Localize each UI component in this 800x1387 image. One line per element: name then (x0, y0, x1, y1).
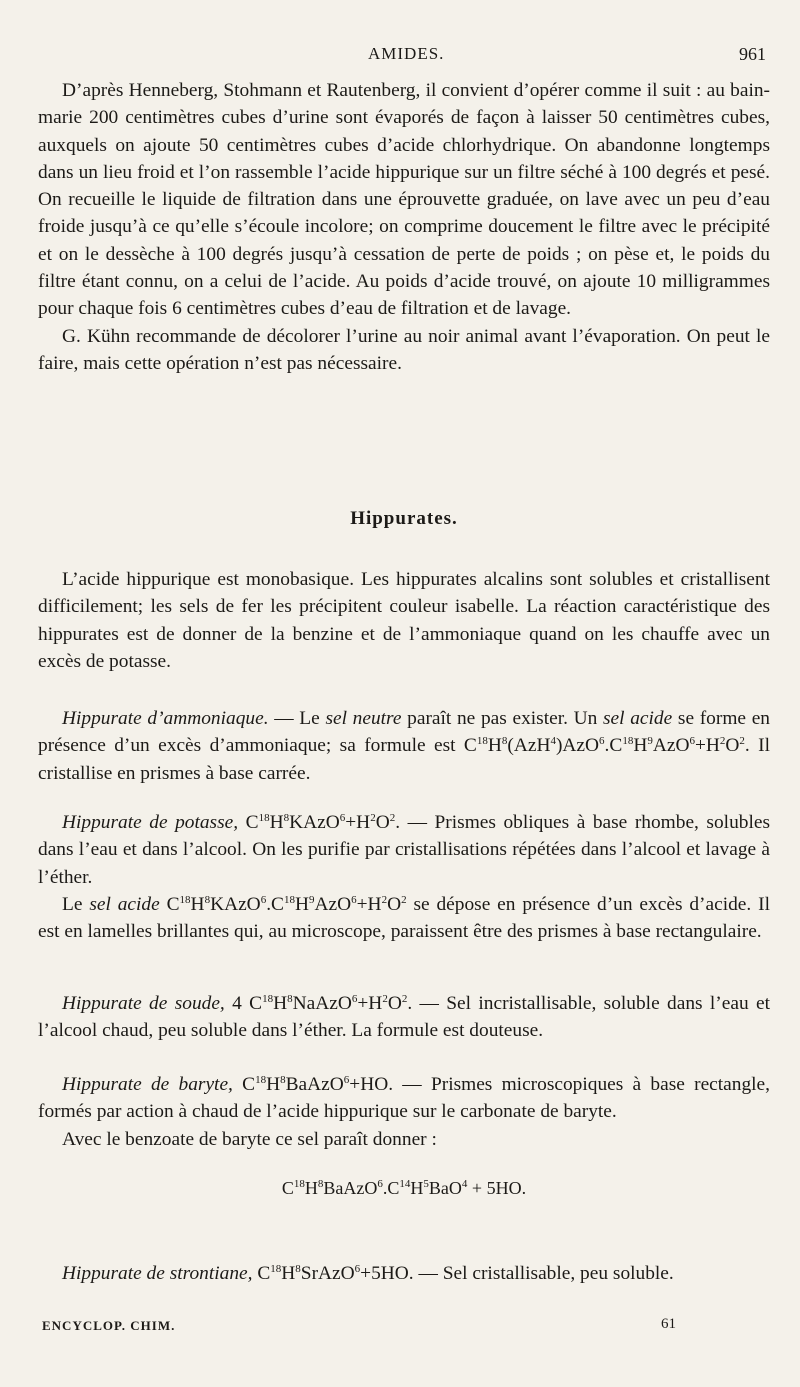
potasse-entry (38, 809, 770, 945)
ammoniaque-entry (38, 705, 770, 787)
chemical-formula: $C^{18}H^8SrAzO^6+5HO$. (257, 1263, 414, 1284)
salt-name: Hippurate de potasse, (62, 812, 239, 833)
intro-paragraph-1: D’après Henneberg, Stohmann et Rautenberg, il convient d’opérer comme il suit : au bain-marie 200 centimètres cubes d’urine sont évaporés de façon à laisser 50 centimètres cubes, auxquels on ajoute 50 centimètres cubes d’acide chlorhydrique. On abandonne longtemps dans un lieu froid et l’on rassemble l’acide hippurique sur un filtre séché à 100 degrés et pesé. On recueille le liquide de filtration dans une éprouvette graduée, on lave avec un peu d’eau froide jusqu’à ce qu’elle s’écoule incolore; on comprime doucement le filtre avec le précipité et on le dessèche à 100 degrés jusqu’à cessation de perte de poids ; on pèse et, le poids du filtre étant connu, on a celui de l’acide. Au poids d’acide trouvé, on ajoute 10 milligrammes pour chaque fois 6 centimètres cubes d’eau de filtration et de lavage. (38, 80, 770, 320)
intro-paragraph-2: G. Kühn recommande de décolorer l’urine au noir animal avant l’évaporation. On peut le faire, mais cette opération n’est pas nécessaire. (38, 325, 770, 374)
intro-block (38, 77, 770, 377)
chemical-formula: $C^{18}H^8KAzO^6+H^2O^2$. (245, 812, 401, 833)
section-intro-paragraph: L’acide hippurique est monobasique. Les hippurates alcalins sont solubles et cristallisent difficilement; les sels de fer les précipitent couleur isabelle. La réaction caractéristique des hippurates est de donner de la benzine et de l’ammoniaque quand on les chauffe avec un excès de potasse. (38, 569, 770, 672)
potasse-paragraph: Hippurate de potasse, $C^{18}H^8KAzO^6+H^2O^2$. — Prismes obliques à base rhombe, solubles dans l’eau et dans l’alcool. On les purifie par cristallisations répétées dans l’alcool et lavage à l’éther. (38, 812, 770, 888)
potasse-acid-paragraph: Le sel acide $C^{18}H^8KAzO^6.C^{18}H^9AzO^6+H^2O^2$ se dépose en présence d’un excès d’acide. Il est en lamelles brillantes qui, au microscope, paraissent être des prismes à base rectangulaire. (38, 893, 770, 943)
salt-name: Hippurate de soude, (62, 993, 225, 1014)
running-title: AMIDES. (368, 44, 445, 63)
strontiane-entry (38, 1260, 770, 1287)
baryte-entry (38, 1071, 770, 1202)
chemical-formula: $C^{18}H^8BaAzO^6+HO$. (242, 1074, 394, 1095)
salt-name: Hippurate d’ammoniaque. (62, 708, 269, 729)
soude-paragraph: Hippurate de soude, 4 $C^{18}H^8NaAzO^6+H^2O^2$. — Sel incristallisable, soluble dans l’eau et l’alcool chaud, peu soluble dans l’éther. La formule est douteuse. (38, 993, 770, 1042)
chemical-formula: $C^{18}H^8(AzH^4)AzO^6.C^{18}H^9AzO^6+H^2O^2$ (463, 735, 745, 757)
chemical-formula: 4 $C^{18}H^8NaAzO^6+H^2O^2$. (232, 993, 413, 1014)
running-header (38, 44, 770, 68)
baryte-paragraph: Hippurate de baryte, $C^{18}H^8BaAzO^6+HO$. — Prismes microscopiques à base rectangle, formés par action à chaud de l’acide hippurique sur le carbonate de baryte. (38, 1074, 771, 1123)
signature-mark: 61 (661, 1316, 676, 1332)
section-intro-block (38, 566, 770, 675)
salt-name: Hippurate de strontiane, (62, 1263, 253, 1284)
ammoniaque-paragraph: Hippurate d’ammoniaque. — Le sel neutre paraît ne pas exister. Un sel acide se forme en présence d’un excès d’ammoniaque; sa formule est $C^{18}H^8(AzH^4)AzO^6.C^{18}H^9AzO^6+H^2O^2$. Il cristallise en prismes à base carrée. (38, 708, 771, 784)
page-footer (38, 1318, 770, 1340)
centered-formula: $C^{18}H^8BaAzO^6.C^{14}H^5BaO^4 + 5HO$. (281, 1177, 527, 1198)
section-heading: Hippurates. (350, 508, 458, 529)
footer-source: ENCYCLOP. CHIM. (42, 1318, 176, 1333)
page-number: 961 (739, 44, 766, 64)
chemical-formula: $C^{18}H^8KAzO^6.C^{18}H^9AzO^6+H^2O^2$ (166, 893, 407, 915)
soude-entry (38, 990, 770, 1045)
salt-name: Hippurate de baryte, (62, 1074, 233, 1095)
baryte-benzoate-paragraph: Avec le benzoate de baryte ce sel paraît donner : (62, 1128, 437, 1150)
strontiane-paragraph: Hippurate de strontiane, $C^{18}H^8SrAzO^6+5HO$. — Sel cristallisable, peu soluble. (62, 1263, 674, 1284)
